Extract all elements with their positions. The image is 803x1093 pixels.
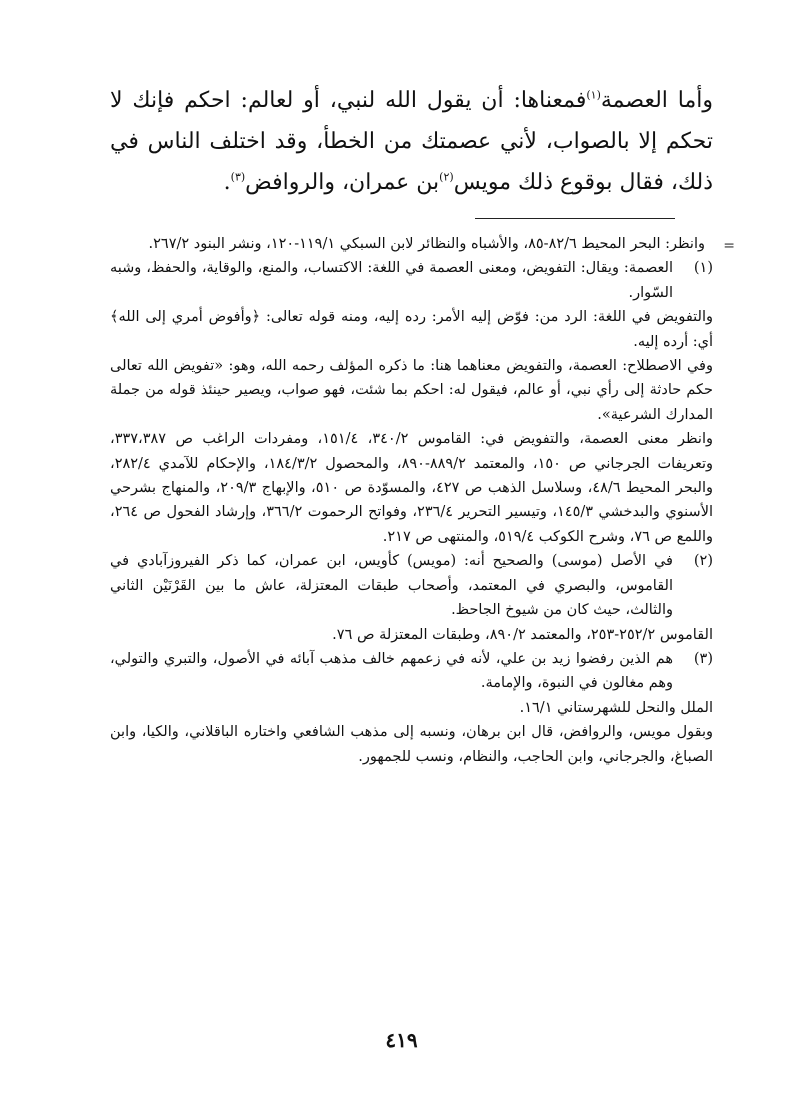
footnote-separator (475, 218, 675, 219)
footnote-3-paragraph: الملل والنحل للشهرستاني ١٦/١. (519, 699, 713, 716)
footnote-continuation (110, 232, 735, 256)
footnote-3-paragraph: وبقول مويس، والروافض، قال ابن برهان، ونسبه إلى مذهب الشافعي واختاره الباقلاني، والكيا، وابن الصباغ، والجرجاني، وابن الحاجب، والنظام، ونسب للجمهور. (110, 724, 713, 765)
footnote-text: وانظر: البحر المحيط ٨٢/٦-٨٥، والأشباه والنظائر لابن السبكي ١١٩/١-١٢٠، ونشر البنود ٢٦٧/٢. (148, 236, 705, 252)
continuation-mark: = (723, 238, 735, 254)
footnote-number: (١) (693, 260, 713, 277)
footnote-text: هم الذين رفضوا زيد بن علي، لأنه في زعمهم خالف مذهب آبائه في الأصول، والتبري والتولي، وهم مغالون في النبوة، والإمامة. (110, 650, 673, 692)
page-number: ٤١٩ (385, 1028, 418, 1052)
footnote-number: (٣) (693, 650, 713, 667)
footnote-1-paragraph: والتفويض في اللغة: الرد من: فوّض إليه الأمر: رده إليه، ومنه قوله تعالى: ﴿وأفوض أمري إلى الله﴾ أي: أرده إليه. (110, 309, 713, 350)
footnotes (110, 232, 735, 769)
footnote-text: في الأصل (موسى) والصحيح أنه: (مويس) كأويس، ابن عمران، كما ذكر الفيروزآبادي في القاموس، والبصري في المعتمد، وأصحاب طبقات المعتزلة، عاش ما بين القَرْنَيْن الثاني والثالث، حيث كان من شيوخ الجاحظ. (110, 553, 673, 619)
footnote-2 (110, 549, 713, 622)
text-run: وأما العصمة (600, 88, 713, 113)
footnote-number: (٢) (693, 553, 713, 570)
footnote-ref-2[interactable]: (٢) (439, 170, 454, 184)
main-text (110, 80, 713, 203)
text-run: . (223, 170, 231, 195)
footnote-1-paragraph: وفي الاصطلاح: العصمة، والتفويض معناهما هنا: ما ذكره المؤلف رحمه الله، وهو: «تفويض الله تعالى حكم حادثة إلى رأي نبي، أو عالم، فيقول له: احكم بما شئت، فهو صواب، ويصير حينئذ قوله من جملة المدارك الشرعية». (110, 358, 713, 423)
text-run: بن عمران، والروافض (245, 170, 440, 195)
footnote-3 (110, 647, 713, 696)
text-run: فمعناها: أن يقول الله لنبي، أو لعالم: احكم فإنك لا تحكم إلا بالصواب، لأني عصمتك من الخطأ، وقد اختلف الناس في ذلك، فقال بوقوع ذلك مويس (110, 88, 713, 195)
footnote-text: العصمة: ويقال: التفويض، ومعنى العصمة في اللغة: الاكتساب، والمنع، والوقاية، والحفظ، وشبه السّوار. (110, 260, 673, 301)
footnote-1 (110, 256, 713, 305)
footnote-ref-1[interactable]: (١) (586, 88, 601, 102)
footnote-ref-3[interactable]: (٣) (230, 170, 246, 184)
main-paragraph (110, 80, 713, 203)
footnote-2-paragraph: القاموس ٢٥٢/٢-٢٥٣، والمعتمد ٨٩٠/٢، وطبقات المعتزلة ص ٧٦. (332, 626, 713, 643)
footnote-1-paragraph: وانظر معنى العصمة، والتفويض في: القاموس ٣٤٠/٢، ١٥١/٤، ومفردات الراغب ص ٣٣٧،٣٨٧، وتعريفات الجرجاني ص ١٥٠، والمعتمد ٨٨٩/٢-٨٩٠، والمحصول ١٨٤/٣/٢، والإحكام للآمدي ٢٨٢/٤، والبحر المحيط ٤٨/٦، وسلاسل الذهب ص ٤٢٧، والمسوّدة ص ٥١٠، والإبهاج ٢٠٩/٣، والمنهاج بشرحي الأسنوي والبدخشي ١٤٥/٣، وتيسير التحرير ٢٣٦/٤، وفواتح الرحموت ٣٦٦/٢، وإرشاد الفحول ص ٢٦٤، واللمع ص ٧٦، وشرح الكوكب ٥١٩/٤، والمنتهى ص ٢١٧. (110, 431, 714, 545)
